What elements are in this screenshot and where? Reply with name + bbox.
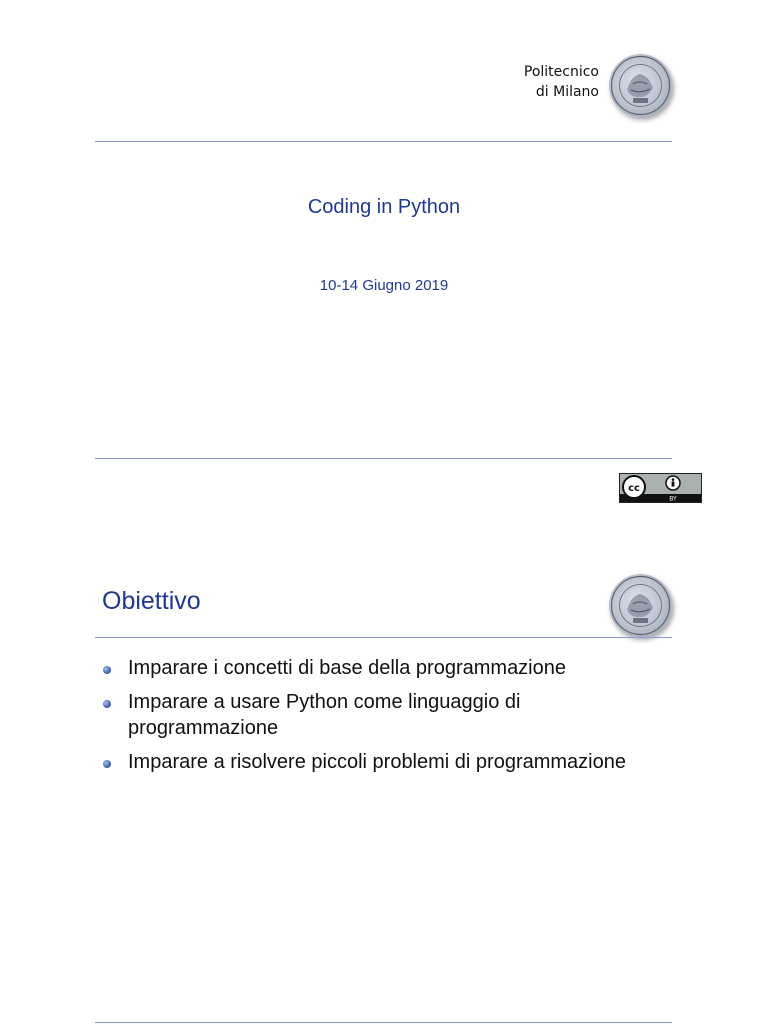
list-item: [103, 749, 663, 775]
objectives-list: [103, 655, 663, 783]
bullet-icon: [103, 666, 111, 674]
license-label: BY: [669, 495, 677, 502]
list-item-text: Imparare a usare Python come linguaggio di programmazione: [128, 691, 521, 739]
institution-line-2: di Milano: [535, 84, 599, 100]
institution-line-1: Politecnico: [523, 64, 599, 80]
list-item-text: Imparare i concetti di base della programmazione: [128, 657, 566, 679]
university-seal-logo-small: [609, 574, 672, 637]
bullet-icon: [103, 700, 111, 708]
creative-commons-license-badge: [619, 473, 702, 503]
bullet-icon: [103, 760, 111, 768]
header-rule: [95, 141, 672, 142]
presentation-title: Coding in Python: [307, 196, 461, 218]
institution-name: [524, 62, 599, 102]
bottom-rule: [95, 1022, 672, 1023]
presentation-date: 10-14 Giugno 2019: [319, 277, 449, 294]
svg-text:cc: cc: [628, 483, 640, 494]
list-item: [103, 689, 663, 741]
footer-rule: [95, 458, 672, 459]
attribution-icon: [666, 476, 680, 490]
university-seal-logo: [609, 54, 672, 117]
title-rule: [95, 637, 672, 638]
seal-icon: [609, 54, 672, 117]
cc-icon: [623, 476, 645, 498]
slide-title: Obiettivo: [102, 587, 201, 615]
list-item: [103, 655, 663, 681]
seal-icon: [609, 574, 672, 637]
list-item-text: Imparare a risolvere piccoli problemi di programmazione: [128, 751, 626, 773]
